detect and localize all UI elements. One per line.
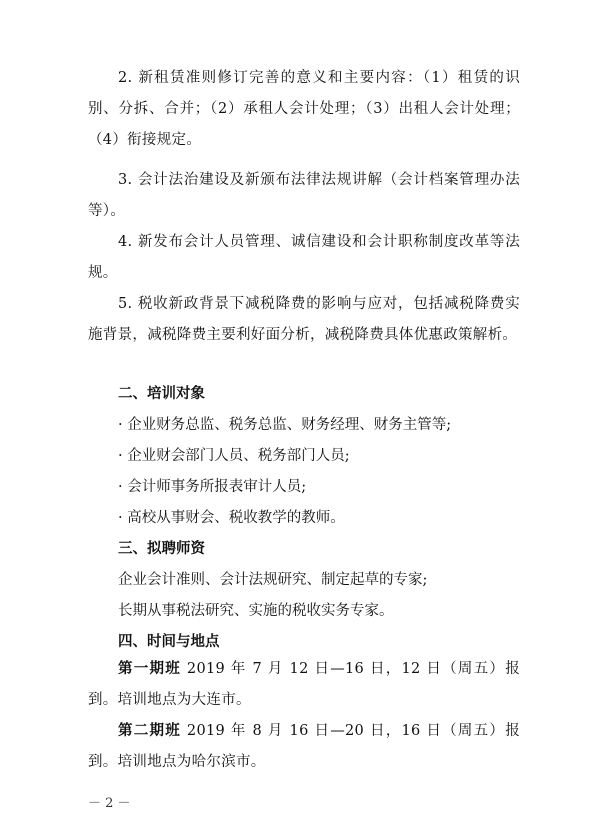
target-item: · 企业财务总监、税务总监、财务经理、财务主管等; <box>118 417 452 433</box>
section-heading-faculty: 三、拟聘师资 <box>118 541 205 557</box>
class-1-text: 2019 年 7 月 12 日—16 日，12 日（周五）报到。培训地点为大连市。 <box>88 661 520 708</box>
content-item-2: 2. 新租赁准则修订完善的意义和主要内容：（1）租赁的识别、分拆、合并；（2）承租人会计处理；（3）出租人会计处理；（4）衔接规定。 <box>88 70 520 148</box>
class-1-label: 第一期班 <box>118 661 182 677</box>
content-item-3: 3. 会计法治建设及新颁布法律法规讲解（会计档案管理办法等）。 <box>88 172 520 219</box>
target-item: · 高校从事财会、税收教学的教师。 <box>118 510 345 526</box>
section-heading-targets: 二、培训对象 <box>118 386 205 402</box>
target-item: · 企业财会部门人员、税务部门人员; <box>118 448 350 464</box>
faculty-line: 企业会计准则、会计法规研究、制定起草的专家; <box>118 572 428 588</box>
class-2-schedule <box>88 716 520 778</box>
class-1-schedule <box>88 654 520 716</box>
target-item: · 会计师事务所报表审计人员; <box>118 479 307 495</box>
section-heading-time-place: 四、时间与地点 <box>118 634 220 650</box>
content-item-4: 4. 新发布会计人员管理、诚信建设和会计职称制度改革等法规。 <box>88 234 520 281</box>
class-2-label: 第二期班 <box>118 723 182 739</box>
class-2-text: 2019 年 8 月 16 日—20 日，16 日（周五）报到。培训地点为哈尔滨市。 <box>88 723 520 770</box>
page-number: － 2 － <box>88 796 131 811</box>
content-item-5: 5. 税收新政背景下减税降费的影响与应对，包括减税降费实施背景，减税降费主要利好面分析，减税降费具体优惠政策解析。 <box>88 296 520 343</box>
faculty-line: 长期从事税法研究、实施的税收实务专家。 <box>118 603 394 619</box>
